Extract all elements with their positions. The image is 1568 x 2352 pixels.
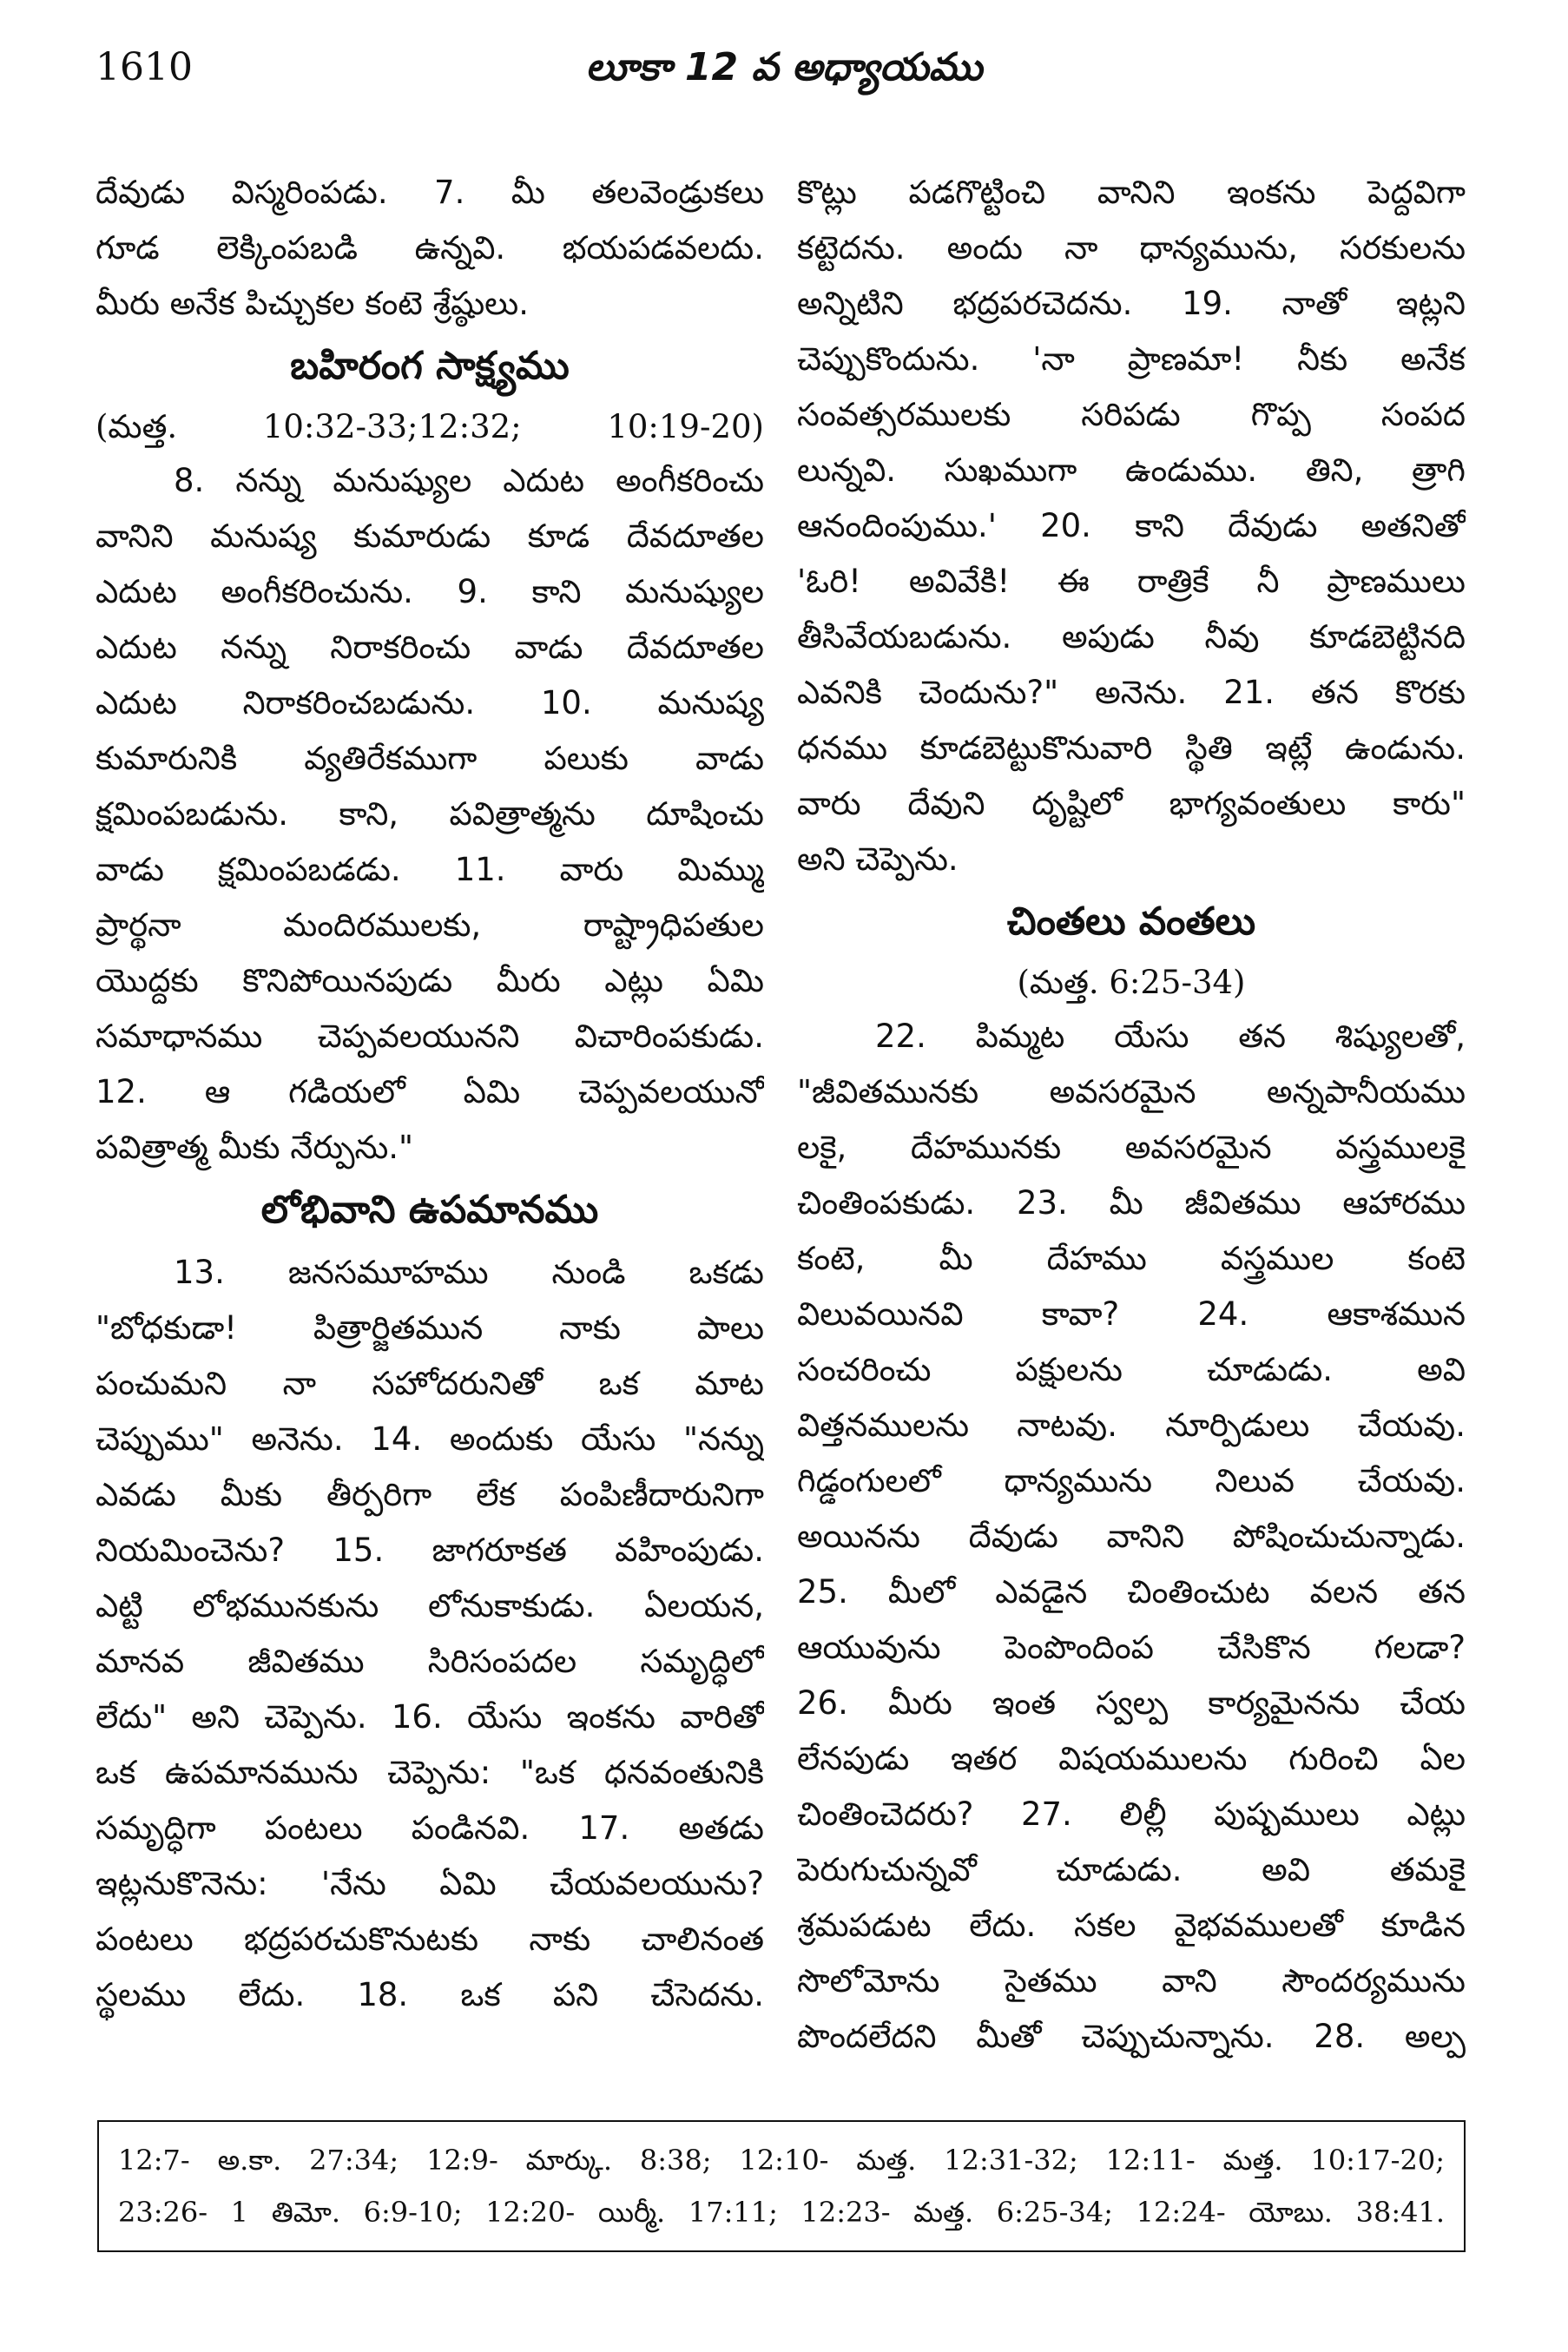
- text-line: 13. జనసమూహము నుండి ఒకడు: [174, 1254, 764, 1291]
- text-line: లకై, దేహమునకు అవసరమైన వస్త్రములకై: [797, 1129, 1466, 1166]
- text-line: 12. ఆ గడియలో ఏమి చెప్పవలయునో: [96, 1073, 764, 1110]
- text-line: లున్నవి. సుఖముగా ఉండుము. తిని, త్రాగి: [797, 451, 1466, 489]
- text-line: చింతింపకుడు. 23. మీ జీవితము ఆహారము: [797, 1184, 1466, 1222]
- right-column: [797, 165, 1466, 2065]
- footnote-line: 23:26- 1 తిమో. 6:9-10; 12:20- యిర్మీ. 17:11; 12:23- మత్త. 6:25-34; 12:24- యోబు. 38:41.: [118, 2196, 1445, 2229]
- text-line: వాడు క్షమింపబడడు. 11. వారు మిమ్ము: [96, 851, 764, 888]
- text-line: సంవత్సరములకు సరిపడు గొప్ప సంపద: [797, 396, 1466, 433]
- text-line: సమృద్ధిగా పంటలు పండినవి. 17. అతడు: [96, 1809, 764, 1847]
- section-heading: లోభివాని ఉపమానము: [260, 1188, 599, 1232]
- text-line: క్షమింపబడును. కాని, పవిత్రాత్మను దూషించు: [96, 795, 764, 833]
- text-line: వానిని మనుష్య కుమారుడు కూడ దేవదూతల: [96, 517, 764, 555]
- text-line: గిడ్డంగులలో ధాన్యమును నిలువ చేయవు.: [797, 1462, 1466, 1499]
- text-line: చెప్పుకొందును. 'నా ప్రాణమా! నీకు అనేక: [797, 340, 1466, 378]
- text-line: మీరు అనేక పిచ్చుకల కంటె శ్రేష్ఠులు.: [96, 285, 529, 322]
- text-line: వారు దేవుని దృష్టిలో భాగ్యవంతులు కారు": [797, 785, 1466, 822]
- text-line: ఆనందింపుము.' 20. కాని దేవుడు అతనితో: [797, 507, 1466, 544]
- text-line: పవిత్రాత్మ మీకు నేర్పును.": [96, 1129, 414, 1166]
- text-line: మానవ జీవితము సిరిసంపదల సమృద్ధిలో: [96, 1643, 764, 1680]
- text-line: 8. నన్ను మనుష్యుల ఎదుట అంగీకరించు: [174, 462, 764, 499]
- text-line: కంటె, మీ దేహము వస్త్రముల కంటె: [797, 1240, 1466, 1277]
- footnote-box: [97, 2120, 1466, 2252]
- text-line: 'ఓరి! అవివేకి! ఈ రాత్రికే నీ ప్రాణములు: [797, 563, 1466, 600]
- text-line: ఎవనికి చెందును?" అనెను. 21. తన కొరకు: [797, 674, 1466, 711]
- text-line: ఎవడు మీకు తీర్పరిగా లేక పంపిణీదారునిగా: [96, 1476, 764, 1513]
- text-line: లేనపుడు ఇతర విషయములను గురించి ఏల: [797, 1740, 1466, 1777]
- text-line: ఎదుట అంగీకరించును. 9. కాని మనుష్యుల: [96, 573, 764, 610]
- text-line: నియమించెను? 15. జాగరూకత వహింపుడు.: [96, 1532, 764, 1569]
- footnote-line: 12:7- అ.కా. 27:34; 12:9- మార్కు. 8:38; 12:10- మత్త. 12:31-32; 12:11- మత్త. 10:17-20;: [118, 2144, 1445, 2177]
- text-line: ప్రార్థనా మందిరములకు, రాష్ట్రాధిపతుల: [96, 906, 764, 944]
- text-line: శ్రమపడుట లేదు. సకల వైభవములతో కూడిన: [797, 1907, 1466, 1944]
- text-line: ఎట్టి లోభమునకును లోనుకాకుడు. ఏలయన,: [96, 1587, 764, 1624]
- text-line: ఎదుట నిరాకరించబడును. 10. మనుష్య: [96, 684, 764, 721]
- text-line: యొద్దకు కొనిపోయినపుడు మీరు ఎట్లు ఏమి: [96, 962, 764, 999]
- text-line: స్థలము లేదు. 18. ఒక పని చేసెదను.: [96, 1976, 764, 2013]
- text-line: పంటలు భద్రపరచుకొనుటకు నాకు చాలినంత: [96, 1920, 764, 1958]
- text-line: అన్నిటిని భద్రపరచెదను. 19. నాతో ఇట్లని: [797, 285, 1466, 322]
- section-heading: బహిరంగ సాక్ష్యము: [290, 344, 570, 388]
- text-line: ధనము కూడబెట్టుకొనువారి స్థితి ఇట్లే ఉండును.: [797, 729, 1466, 767]
- page-number: 1610: [96, 45, 193, 89]
- text-line: సొలోమోను సైతము వాని సౌందర్యమును: [797, 1962, 1466, 2000]
- cross-reference: (మత్త. 6:25-34): [1017, 964, 1246, 1001]
- text-line: దేవుడు విస్మరింపడు. 7. మీ తలవెండ్రుకలు: [96, 174, 764, 211]
- text-line: విత్తనములను నాటవు. నూర్పిడులు చేయవు.: [797, 1407, 1466, 1444]
- text-line: ఒక ఉపమానమును చెప్పెను: "ఒక ధనవంతునికి: [96, 1754, 764, 1791]
- text-line: అని చెప్పెను.: [797, 840, 959, 878]
- text-line: "బోధకుడా! పిత్రార్జితమున నాకు పాలు: [96, 1309, 764, 1347]
- left-column: [96, 165, 764, 2023]
- text-line: సమాధానము చెప్పవలయునని విచారింపకుడు.: [96, 1018, 764, 1055]
- text-line: ఎదుట నన్ను నిరాకరించు వాడు దేవదూతల: [96, 629, 764, 666]
- text-line: గూడ లెక్కింపబడి ఉన్నవి. భయపడవలదు.: [96, 229, 764, 267]
- text-line: పొందలేదని మీతో చెప్పుచున్నాను. 28. అల్ప: [797, 2018, 1466, 2055]
- text-line: తీసివేయబడును. అపుడు నీవు కూడబెట్టినది: [797, 618, 1466, 656]
- text-line: సంచరించు పక్షులను చూడుడు. అవి: [797, 1351, 1466, 1388]
- text-line: ఇట్లనుకొనెను: 'నేను ఏమి చేయవలయును?: [96, 1865, 764, 1902]
- text-line: పంచుమని నా సహోదరునితో ఒక మాట: [96, 1365, 764, 1402]
- text-line: అయినను దేవుడు వానిని పోషించుచున్నాడు.: [797, 1518, 1466, 1555]
- text-line: విలువయినవి కావా? 24. ఆకాశమున: [797, 1295, 1466, 1333]
- text-line: 25. మీలో ఎవడైన చింతించుట వలన తన: [797, 1573, 1466, 1611]
- text-line: 22. పిమ్మట యేసు తన శిష్యులతో,: [875, 1018, 1466, 1055]
- text-line: చెప్పుము" అనెను. 14. అందుకు యేసు "నన్ను: [96, 1420, 764, 1458]
- cross-reference: (మత్త. 10:32-33;12:32; 10:19-20): [96, 408, 764, 445]
- text-line: ఆయువును పెంపొందింప చేసికొన గలడా?: [797, 1629, 1466, 1666]
- text-line: కట్టెదను. అందు నా ధాన్యమును, సరకులను: [797, 229, 1466, 267]
- text-line: "జీవితమునకు అవసరమైన అన్నపానీయము: [797, 1073, 1466, 1110]
- text-line: చింతించెదరు? 27. లిల్లీ పుష్పములు ఎట్లు: [797, 1795, 1466, 1833]
- section-heading: చింతలు వంతలు: [1006, 899, 1256, 944]
- text-line: పెరుగుచున్నవో చూడుడు. అవి తమకై: [797, 1851, 1466, 1888]
- text-line: 26. మీరు ఇంత స్వల్ప కార్యమైనను చేయ: [797, 1684, 1466, 1722]
- text-line: కొట్లు పడగొట్టించి వానిని ఇంకను పెద్దవిగా: [797, 174, 1466, 211]
- running-title: లూకా 12 వ అధ్యాయము: [585, 45, 983, 89]
- text-line: లేదు" అని చెప్పెను. 16. యేసు ఇంకను వారితో: [96, 1698, 764, 1736]
- text-line: కుమారునికి వ్యతిరేకముగా పలుకు వాడు: [96, 740, 764, 777]
